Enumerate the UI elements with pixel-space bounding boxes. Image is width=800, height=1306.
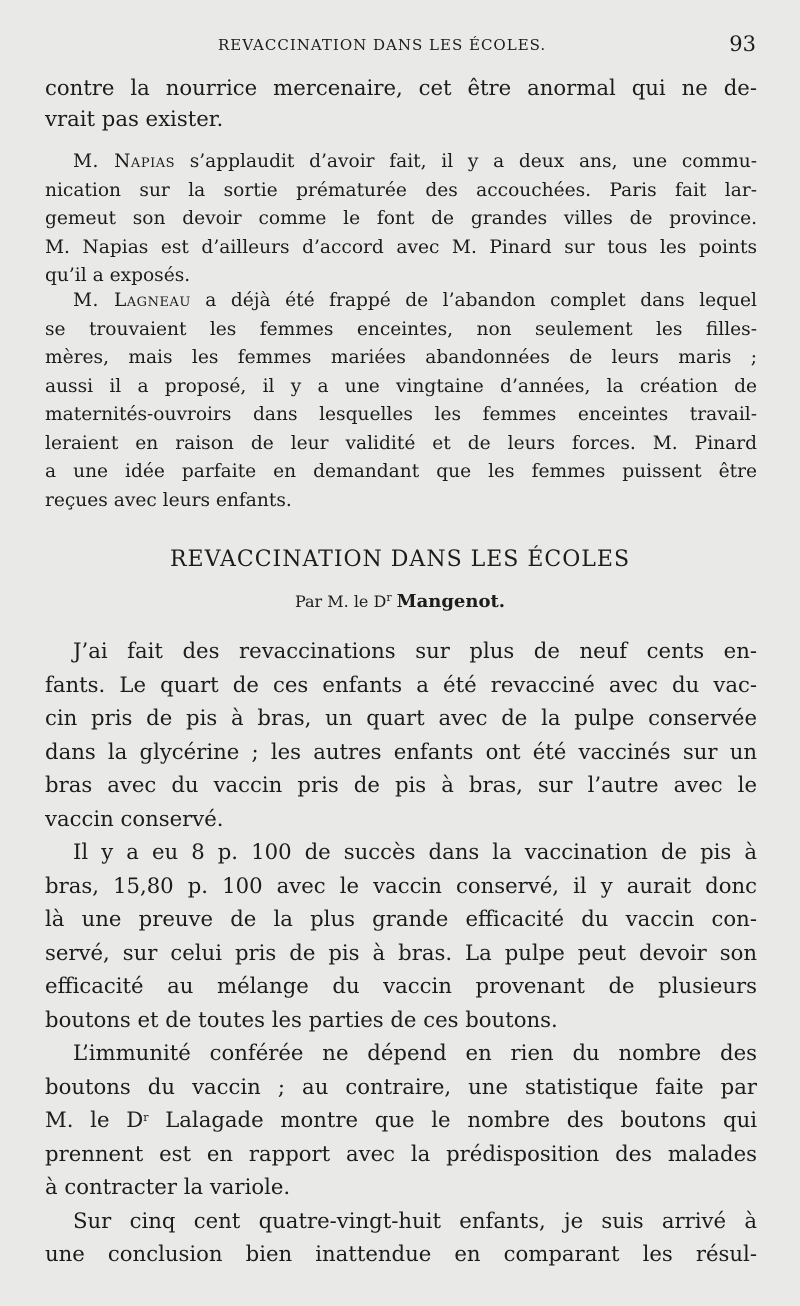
text-line: à contracter la variole. — [45, 1174, 291, 1199]
byline: Par M. le $D^r$ Mangenot. — [294, 591, 506, 612]
text-line: bras, 15,80 p. 100 avec le vaccin conservé, il y aurait donc — [45, 872, 757, 898]
author-name: Mangenot. — [396, 591, 506, 612]
text-line: mères, mais les femmes mariées abandonnées de leurs maris ; — [45, 347, 757, 368]
text-line: maternités-ouvroirs dans lesquelles les femmes enceintes travail- — [45, 404, 757, 425]
paragraph-lagneau — [45, 287, 757, 515]
text-line: M. Napias s’applaudit d’avoir fait, il y a deux ans, une commu- — [73, 151, 757, 172]
speaker-name: M. Napias — [73, 151, 175, 172]
text-line: M. le $D^r$ Lalagade montre que le nombre des boutons qui — [45, 1107, 757, 1132]
running-header — [0, 32, 800, 58]
text-line: une conclusion bien inattendue en comparant les résul- — [45, 1241, 757, 1266]
text-line: a une idée parfaite en demandant que les femmes puissent être — [45, 461, 757, 482]
text-line: cin pris de pis à bras, un quart avec de la pulpe conservée — [45, 705, 757, 730]
text-line: gemeut son devoir comme le font de grandes villes de province. — [45, 208, 757, 229]
text-line: efficacité au mélange du vaccin provenant de plusieurs — [45, 973, 757, 998]
text-line: vaccin conservé. — [45, 805, 224, 831]
text-line: bras avec du vaccin pris de pis à bras, sur l’autre avec le — [45, 772, 757, 797]
text-line: M. Napias est d’ailleurs d’accord avec M. Pinard sur tous les points — [45, 236, 757, 258]
text-line: servé, sur celui pris de pis à bras. La pulpe peut devoir son — [45, 939, 757, 965]
text-line: contre la nourrice mercenaire, cet être anormal qui ne de- — [45, 75, 757, 100]
article-body — [45, 634, 757, 1271]
text-line: reçues avec leurs enfants. — [45, 489, 292, 511]
speaker-name: M. Lagneau — [73, 290, 191, 311]
text-line: prennent est en rapport avec la prédisposition des malades — [45, 1140, 757, 1166]
text-line: se trouvaient les femmes enceintes, non seulement les filles- — [45, 318, 757, 340]
paragraph-continuation — [45, 72, 757, 134]
text-line: qu’il a exposés. — [45, 265, 191, 286]
text-line: là une preuve de la plus grande efficacité du vaccin con- — [45, 906, 757, 931]
text-line: nication sur la sortie prématurée des accouchées. Paris fait lar- — [45, 179, 757, 201]
section-title: REVACCINATION DANS LES ÉCOLES — [169, 547, 631, 572]
text-line: J’ai fait des revaccinations sur plus de neuf cents en- — [73, 638, 757, 663]
text-line: boutons du vaccin ; au contraire, une statistique faite par — [45, 1073, 757, 1099]
text-line: boutons et de toutes les parties de ces boutons. — [45, 1006, 558, 1032]
text-line: dans la glycérine ; les autres enfants ont été vaccinés sur un — [45, 738, 757, 764]
text-line: L’immunité conférée ne dépend en rien du nombre des — [73, 1040, 757, 1065]
text-line: Il y a eu 8 p. 100 de succès dans la vaccination de pis à — [73, 839, 757, 864]
paragraph-napias — [45, 148, 757, 291]
text-line: M. Lagneau a déjà été frappé de l’abandon complet dans lequel — [73, 290, 757, 311]
text-line: leraient en raison de leur validité et de leurs forces. M. Pinard — [45, 432, 757, 454]
text-line: aussi il a proposé, il y a une vingtaine d’années, la création de — [45, 375, 757, 397]
page-number: 93 — [729, 32, 756, 56]
text-line: vrait pas exister. — [45, 106, 224, 131]
running-title: REVACCINATION DANS LES ÉCOLES. — [218, 36, 547, 54]
text-line: fants. Le quart de ces enfants a été revacciné avec du vac- — [45, 671, 757, 697]
text-line: Sur cinq cent quatre-vingt-huit enfants, je suis arrivé à — [73, 1207, 757, 1233]
